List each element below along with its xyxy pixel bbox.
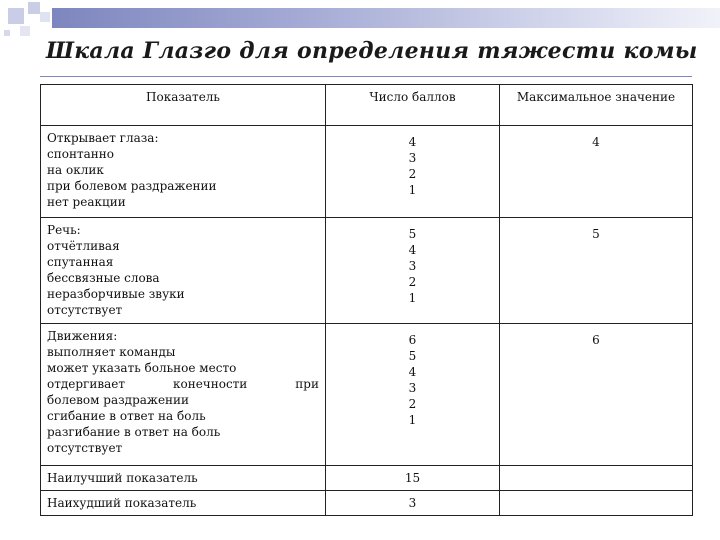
glasgow-table [40, 84, 693, 516]
speech-max: 5 [500, 218, 693, 324]
table-row-eyes [41, 126, 693, 218]
motor-line-justified [47, 376, 319, 392]
eyes-label: Открывает глаза: спонтанно на оклик при болевом раздражении нет реакции [41, 126, 326, 218]
decor-square [4, 30, 10, 36]
slide-title: Шкала Глазго для определения тяжести комы [46, 38, 698, 64]
table-row-best [41, 466, 693, 491]
motor-label [41, 324, 326, 466]
motor-line: выполняет команды [47, 345, 176, 359]
decor-square [20, 26, 30, 36]
table-row-speech [41, 218, 693, 324]
table-row-motor [41, 324, 693, 466]
motor-line: болевом раздражении [47, 393, 190, 407]
eyes-max: 4 [500, 126, 693, 218]
title-underline [40, 76, 692, 77]
motor-max: 6 [500, 324, 693, 466]
header-band [52, 8, 720, 28]
motor-word: отдергивает [47, 377, 125, 391]
motor-line: Движения: [47, 329, 118, 343]
speech-scores: 5 4 3 2 1 [326, 218, 500, 324]
motor-line: может указать больное место [47, 361, 237, 375]
worst-score: 3 [326, 491, 500, 516]
speech-label: Речь: отчётливая спутанная бессвязные слова неразборчивые звуки отсутствует [41, 218, 326, 324]
eyes-scores: 4 3 2 1 [326, 126, 500, 218]
header-indicator: Показатель [41, 85, 326, 126]
motor-line: отсутствует [47, 441, 123, 455]
motor-line: разгибание в ответ на боль [47, 425, 221, 439]
table-row-worst [41, 491, 693, 516]
worst-label: Наихудший показатель [41, 491, 326, 516]
header-score: Число баллов [326, 85, 500, 126]
decor-square [40, 12, 50, 22]
motor-scores: 6 5 4 3 2 1 [326, 324, 500, 466]
motor-word: при [295, 377, 319, 391]
decor-square [8, 8, 24, 24]
best-label: Наилучший показатель [41, 466, 326, 491]
decor-square [28, 2, 40, 14]
worst-max-empty [500, 491, 693, 516]
best-max-empty [500, 466, 693, 491]
header-max: Максимальное значение [500, 85, 693, 126]
header-row [41, 85, 693, 126]
motor-word: конечности [172, 377, 248, 391]
best-score: 15 [326, 466, 500, 491]
motor-line: сгибание в ответ на боль [47, 409, 206, 423]
